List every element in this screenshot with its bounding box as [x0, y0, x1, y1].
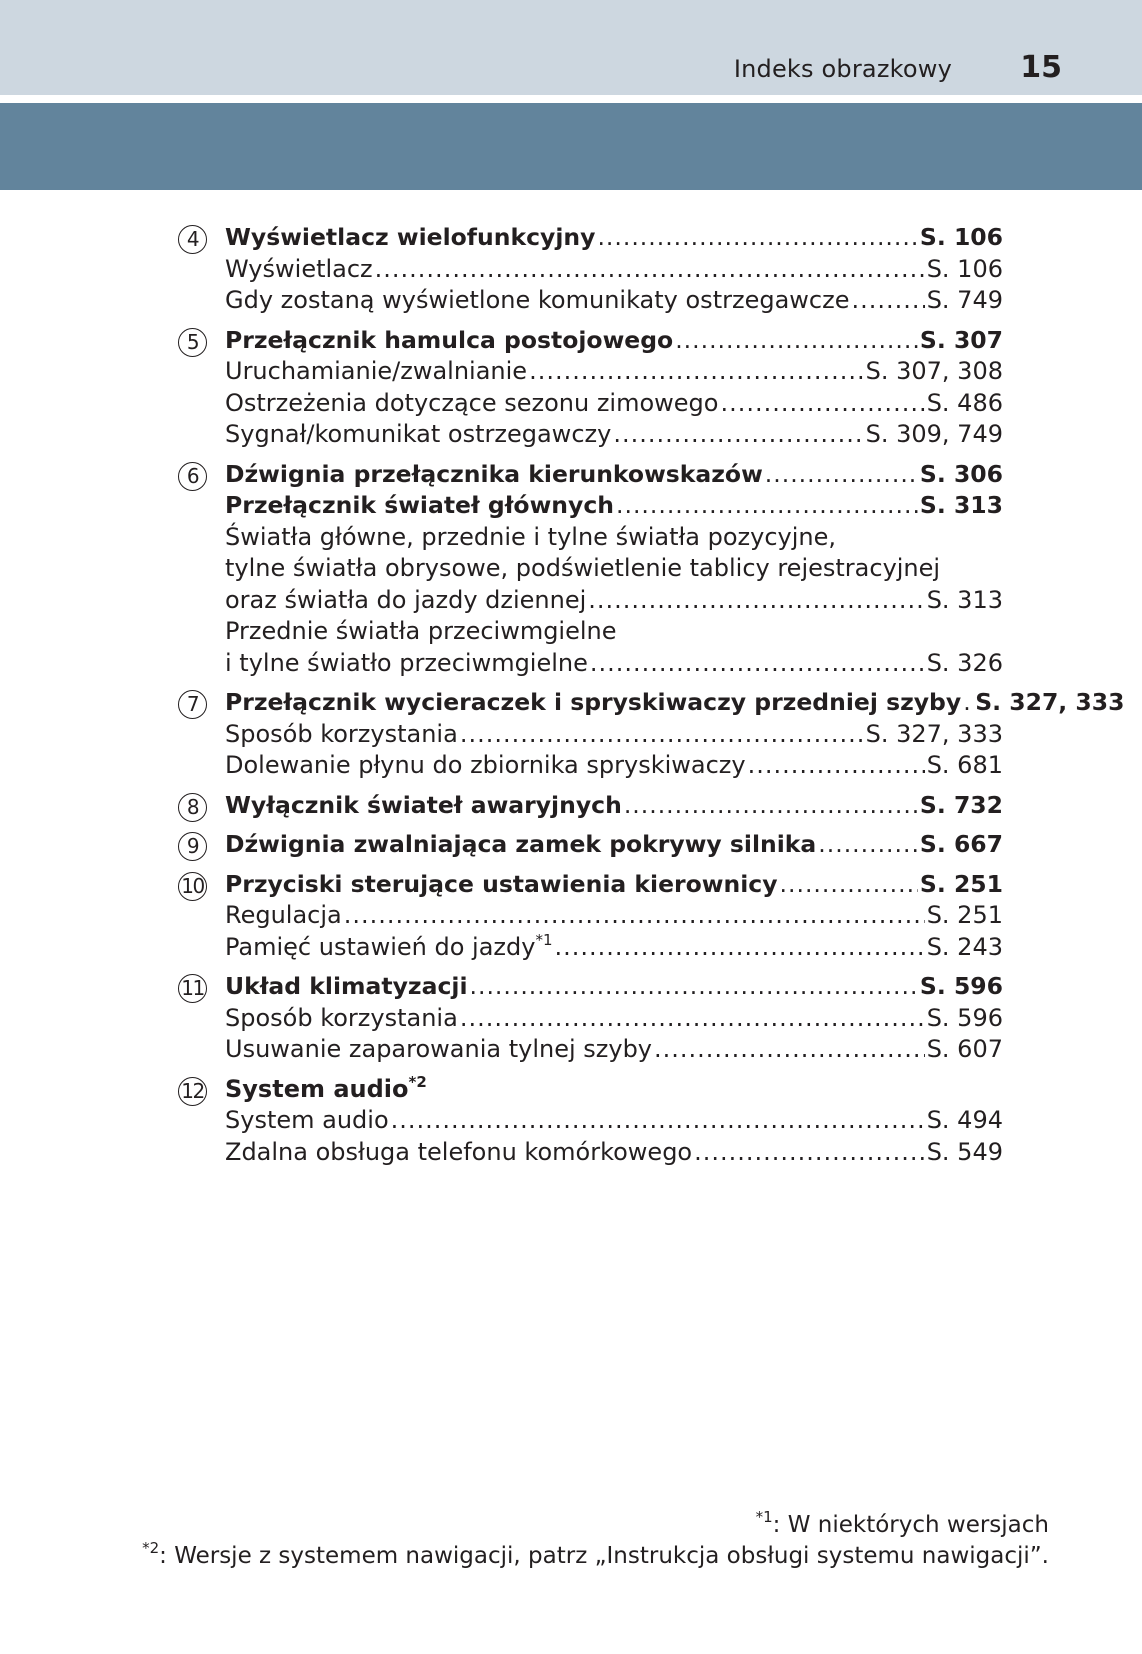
- entry-label: Ostrzeżenia dotyczące sezonu zimowego: [225, 388, 719, 417]
- page-reference: S. 306: [919, 459, 1003, 488]
- index-subitem: [225, 388, 1003, 420]
- footnote-marker: *2: [408, 1072, 427, 1091]
- entry-label: Dolewanie płynu do zbiornika spryskiwaczy: [225, 751, 746, 779]
- entry-label: Przełącznik hamulca postojowego: [225, 325, 674, 354]
- entry-label: Gdy zostaną wyświetlone komunikaty ostrzegawcze: [225, 286, 850, 314]
- entry-label: Wyłącznik świateł awaryjnych: [225, 790, 622, 819]
- index-subitem: [225, 1137, 1003, 1169]
- circled-number: 11: [178, 974, 207, 1003]
- dot-leader: [554, 932, 924, 964]
- header-band: [0, 0, 1142, 95]
- index-subitem: [225, 419, 1003, 451]
- entry-label: Regulacja: [225, 901, 342, 929]
- entry-label: Przełącznik świateł głównych: [225, 491, 615, 519]
- index-entry: [178, 1074, 1003, 1169]
- entry-label: Wyświetlacz: [225, 254, 373, 283]
- index-heading: [225, 829, 1003, 861]
- index-entry: [178, 459, 1003, 680]
- page-reference: S. 243: [926, 932, 1003, 961]
- index-heading: [225, 790, 1003, 822]
- dot-leader: [851, 285, 924, 317]
- footnote: [142, 1541, 1049, 1572]
- dot-leader: [675, 325, 918, 357]
- index-entry: [178, 829, 1003, 861]
- index-heading: [225, 490, 1003, 522]
- index-subitem-text: tylne światła obrysowe, podświetlenie tablicy rejestracyjnej: [225, 554, 941, 582]
- circled-number: 4: [178, 225, 207, 254]
- dot-leader: [613, 419, 863, 451]
- index-subitem: [225, 932, 1003, 964]
- dot-leader: [654, 1034, 925, 1066]
- dot-leader: [720, 388, 924, 420]
- dot-leader: [470, 971, 918, 1003]
- page-reference: S. 326: [926, 648, 1003, 677]
- dot-leader: [748, 750, 925, 782]
- entry-label: Pamięć ustawień do jazdy$^{*1}$: [225, 930, 553, 961]
- index-heading: [225, 459, 1003, 491]
- index-subitem: [225, 285, 1003, 317]
- pictorial-index-list: [178, 222, 1125, 1176]
- index-subitem: [225, 356, 1003, 388]
- footnote-marker: *2: [142, 1539, 160, 1557]
- footnote-marker: *1: [755, 1508, 773, 1526]
- index-heading: [225, 971, 1003, 1003]
- footnotes: [142, 1510, 1049, 1572]
- index-heading: [225, 869, 1003, 901]
- index-entry: [178, 869, 1003, 964]
- circled-number: 5: [178, 328, 207, 357]
- dot-leader: [460, 1003, 925, 1035]
- index-entry: [178, 687, 1125, 782]
- page-number: 15: [1020, 50, 1062, 85]
- dot-leader: [597, 222, 917, 254]
- dot-leader: [624, 790, 918, 822]
- section-banner: [0, 103, 1142, 190]
- entry-label: Układ klimatyzacji: [225, 972, 468, 1000]
- footnote-marker: *1: [535, 930, 553, 949]
- page-reference: S. 596: [919, 972, 1003, 1000]
- page-reference: S. 251: [926, 901, 1003, 929]
- page-reference: S. 486: [926, 388, 1003, 417]
- page-reference: S. 732: [919, 790, 1003, 819]
- dot-leader: [616, 490, 918, 522]
- entry-label: Sygnał/komunikat ostrzegawczy: [225, 420, 612, 448]
- footnote-text: : Wersje z systemem nawigacji, patrz „Instrukcja obsługi systemu nawigacji”.: [159, 1543, 1049, 1569]
- dot-leader: [344, 900, 925, 932]
- dot-leader: [694, 1137, 925, 1169]
- page-reference: S. 307, 308: [865, 357, 1003, 385]
- page-reference: S. 549: [926, 1137, 1003, 1166]
- index-entry: [178, 790, 1003, 822]
- entry-label: Przyciski sterujące ustawienia kierownicy: [225, 869, 778, 898]
- dot-leader: [765, 459, 918, 491]
- entry-label: Uruchamianie/zwalnianie: [225, 357, 528, 385]
- page-reference: S. 309, 749: [865, 420, 1003, 448]
- page-reference: S. 313: [926, 585, 1003, 614]
- dot-leader: [963, 687, 973, 719]
- entry-label: Wyświetlacz wielofunkcyjny: [225, 223, 596, 251]
- page-reference: S. 327, 333: [975, 688, 1125, 716]
- index-subitem: [225, 900, 1003, 932]
- entry-label: Sposób korzystania: [225, 719, 458, 748]
- entry-label: System audio: [225, 1106, 389, 1134]
- circled-number: 8: [178, 793, 207, 822]
- page-reference: S. 251: [919, 869, 1003, 898]
- index-heading: System audio$^{*2}$: [225, 1072, 427, 1103]
- index-heading: [225, 325, 1003, 357]
- dot-leader: [590, 648, 925, 680]
- index-subitem: [225, 648, 1003, 680]
- dot-leader: [588, 585, 924, 617]
- footnote: [142, 1510, 1049, 1541]
- dot-leader: [780, 869, 918, 901]
- index-entry: [178, 222, 1003, 317]
- index-subitem: [225, 750, 1003, 782]
- entry-label: Dźwignia przełącznika kierunkowskazów: [225, 459, 763, 488]
- footnote-text: : W niektórych wersjach: [772, 1512, 1049, 1538]
- page-reference: S. 313: [919, 491, 1003, 519]
- circled-number: 7: [178, 690, 207, 719]
- entry-label: Usuwanie zaparowania tylnej szyby: [225, 1035, 653, 1063]
- index-subitem: [225, 254, 1003, 286]
- entry-label: Dźwignia zwalniająca zamek pokrywy silnika: [225, 830, 817, 858]
- circled-number: 10: [178, 872, 207, 901]
- index-entry: [178, 325, 1003, 451]
- page-reference: S. 307: [919, 325, 1003, 354]
- section-title: Indeks obrazkowy: [733, 55, 952, 83]
- page-reference: S. 607: [926, 1035, 1003, 1063]
- index-heading: [225, 222, 1003, 254]
- index-subitem: [225, 1034, 1003, 1066]
- circled-number: 6: [178, 462, 207, 491]
- dot-leader: [460, 719, 864, 751]
- index-subitem-text: Światła główne, przednie i tylne światła pozycyjne,: [225, 522, 837, 551]
- index-subitem: [225, 585, 1003, 617]
- index-subitem: [225, 1003, 1003, 1035]
- page-reference: S. 494: [926, 1106, 1003, 1134]
- entry-label: Przełącznik wycieraczek i spryskiwaczy przedniej szyby: [225, 688, 962, 716]
- index-entry: [178, 971, 1003, 1066]
- index-subitem: [225, 719, 1003, 751]
- entry-label: Sposób korzystania: [225, 1003, 458, 1032]
- page-reference: S. 749: [926, 286, 1003, 314]
- page-reference: S. 327, 333: [865, 719, 1003, 748]
- entry-label: oraz światła do jazdy dziennej: [225, 585, 587, 614]
- page-reference: S. 106: [919, 223, 1003, 251]
- dot-leader: [818, 829, 918, 861]
- entry-label: i tylne światło przeciwmgielne: [225, 648, 588, 677]
- circled-number: 9: [178, 832, 207, 861]
- entry-label: Zdalna obsługa telefonu komórkowego: [225, 1137, 693, 1166]
- page-reference: S. 667: [919, 830, 1003, 858]
- page-reference: S. 596: [926, 1003, 1003, 1032]
- page-reference: S. 681: [926, 751, 1003, 779]
- dot-leader: [529, 356, 864, 388]
- dot-leader: [391, 1105, 925, 1137]
- page-reference: S. 106: [926, 254, 1003, 283]
- index-heading: [225, 687, 1125, 719]
- circled-number: 12: [178, 1077, 207, 1106]
- index-subitem-text: Przednie światła przeciwmgielne: [225, 617, 617, 645]
- dot-leader: [375, 254, 925, 286]
- header-divider: [0, 95, 1142, 103]
- index-subitem: [225, 1105, 1003, 1137]
